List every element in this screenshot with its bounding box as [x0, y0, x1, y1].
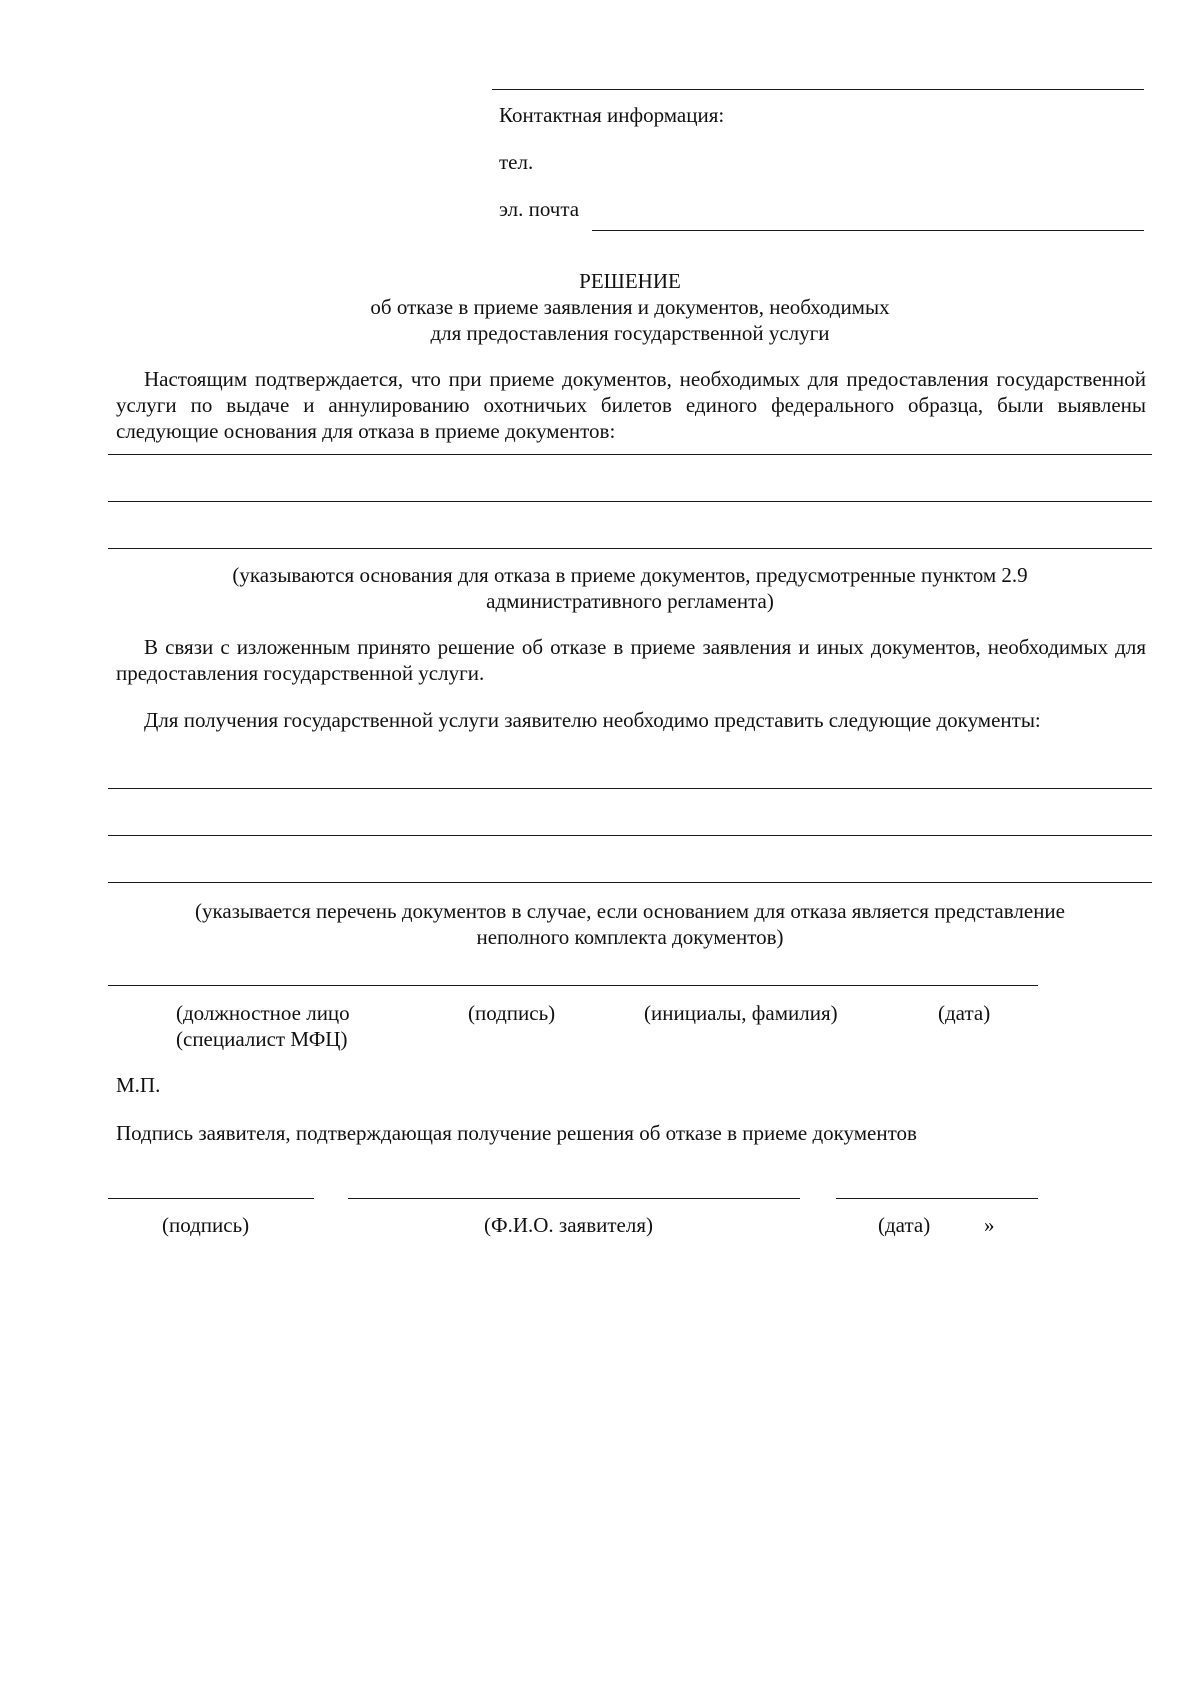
contact-top-rule — [492, 89, 1144, 90]
applicant-quote-mark: » — [984, 1213, 995, 1237]
decision-paragraph: В связи с изложенным принято решение об отказе в приеме заявления и иных документов, необходимых для предоставления государственной услуги. — [116, 635, 1146, 685]
document-title: РЕШЕНИЕ — [579, 269, 681, 293]
documents-hint-line1: (указывается перечень документов в случае, если основанием для отказа является представление — [194, 899, 1065, 923]
official-initials-label: (инициалы, фамилия) — [644, 1001, 838, 1025]
email-field-rule — [592, 230, 1144, 231]
documents-line-3 — [108, 882, 1152, 883]
stamp-place: М.П. — [116, 1073, 161, 1097]
grounds-line-2 — [108, 501, 1152, 502]
applicant-signature-rule — [108, 1198, 314, 1199]
official-signature-label: (подпись) — [468, 1001, 556, 1025]
official-position-line2: (специалист МФЦ) — [176, 1027, 348, 1051]
documents-hint-line2: неполного комплекта документов) — [476, 925, 784, 949]
official-signature-rule — [108, 985, 1038, 986]
applicant-name-rule — [348, 1198, 800, 1199]
applicant-date-label: (дата) — [878, 1213, 931, 1237]
applicant-name-label: (Ф.И.О. заявителя) — [484, 1213, 653, 1237]
grounds-hint-line1: (указываются основания для отказа в приеме документов, предусмотренные пунктом 2.9 — [232, 563, 1028, 587]
official-date-label: (дата) — [938, 1001, 991, 1025]
applicant-confirmation: Подпись заявителя, подтверждающая получение решения об отказе в приеме документов — [116, 1121, 917, 1145]
documents-line-1 — [108, 788, 1152, 789]
email-label: эл. почта — [499, 197, 580, 221]
grounds-line-1 — [108, 454, 1152, 455]
applicant-date-rule — [836, 1198, 1038, 1199]
applicant-signature-label: (подпись) — [162, 1213, 250, 1237]
document-subtitle-line1: об отказе в приеме заявления и документов, необходимых — [370, 295, 890, 319]
required-documents-text: Для получения государственной услуги заявителю необходимо представить следующие документы: — [144, 708, 1041, 732]
documents-line-2 — [108, 835, 1152, 836]
intro-paragraph: Настоящим подтверждается, что при приеме документов, необходимых для предоставления государственной услуги по выдаче и аннулированию охотничьих билетов единого федерального образца, были выявлены следующие основания для отказа в приеме документов: — [116, 367, 1146, 443]
official-position-line1: (должностное лицо — [176, 1001, 350, 1025]
grounds-line-3 — [108, 548, 1152, 549]
contact-heading: Контактная информация: — [499, 103, 725, 127]
grounds-hint-line2: административного регламента) — [486, 589, 774, 613]
document-subtitle-line2: для предоставления государственной услуги — [430, 321, 830, 345]
phone-label: тел. — [499, 150, 534, 174]
